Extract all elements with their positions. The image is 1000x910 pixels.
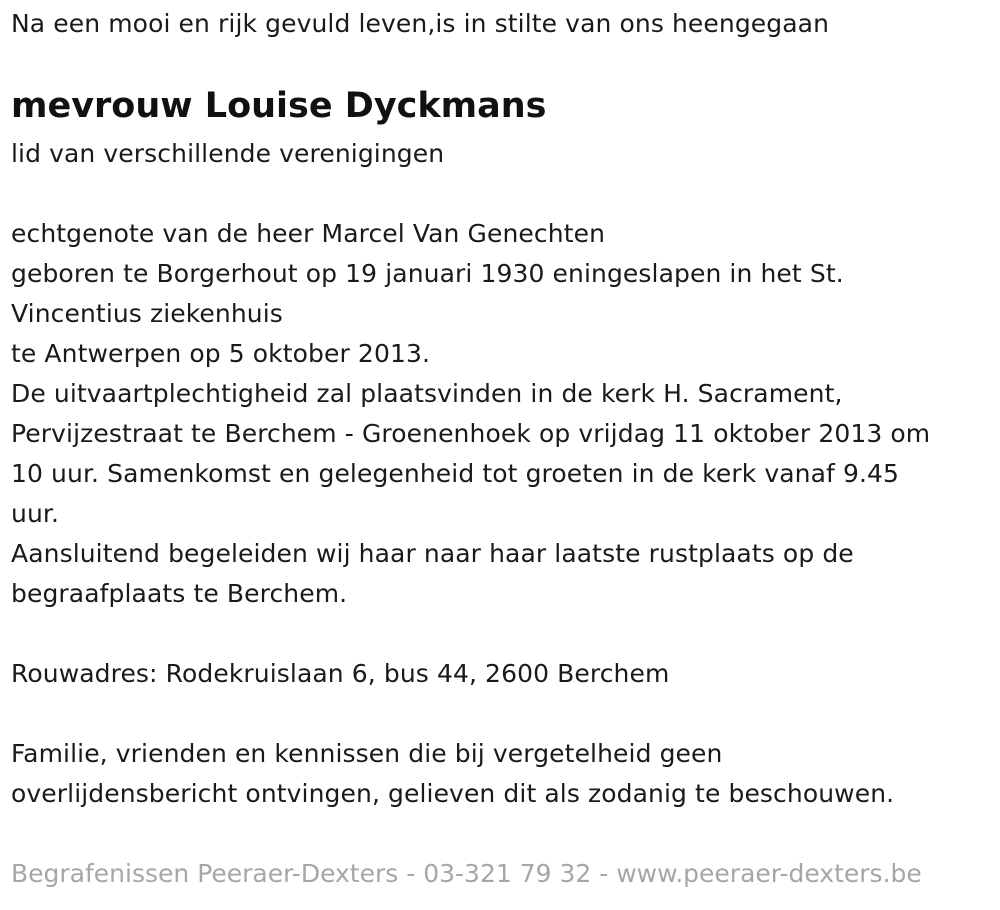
- body-line: begraafplaats te Berchem.: [11, 579, 348, 608]
- body-line: geboren te Borgerhout op 19 januari 1930 eningeslapen in het St.: [11, 259, 844, 288]
- deceased-name: mevrouw Louise Dyckmans: [11, 86, 547, 126]
- body-line: 10 uur. Samenkomst en gelegenheid tot groeten in de kerk vanaf 9.45: [11, 459, 900, 488]
- body-line: te Antwerpen op 5 oktober 2013.: [11, 339, 431, 368]
- subtitle-text: lid van verschillende verenigingen: [11, 139, 445, 168]
- body-line: Aansluitend begeleiden wij haar naar haar laatste rustplaats op de: [11, 539, 854, 568]
- funeral-home-footer: Begrafenissen Peeraer-Dexters - 03-321 79 32 - www.peeraer-dexters.be: [11, 859, 922, 888]
- body-line: uur.: [11, 499, 60, 528]
- body-line: Pervijzestraat te Berchem - Groenenhoek op vrijdag 11 oktober 2013 om: [11, 419, 931, 448]
- body-line: echtgenote van de heer Marcel Van Genechten: [11, 219, 606, 248]
- closing-note: [11, 734, 894, 814]
- obituary-body: [11, 214, 930, 614]
- closing-line: overlijdensbericht ontvingen, gelieven dit als zodanig te beschouwen.: [11, 779, 895, 808]
- intro-text: Na een mooi en rijk gevuld leven,is in stilte van ons heengegaan: [11, 9, 830, 38]
- body-line: De uitvaartplechtigheid zal plaatsvinden in de kerk H. Sacrament,: [11, 379, 843, 408]
- closing-line: Familie, vrienden en kennissen die bij vergetelheid geen: [11, 739, 723, 768]
- body-line: Vincentius ziekenhuis: [11, 299, 283, 328]
- mourning-address: Rouwadres: Rodekruislaan 6, bus 44, 2600 Berchem: [11, 659, 670, 688]
